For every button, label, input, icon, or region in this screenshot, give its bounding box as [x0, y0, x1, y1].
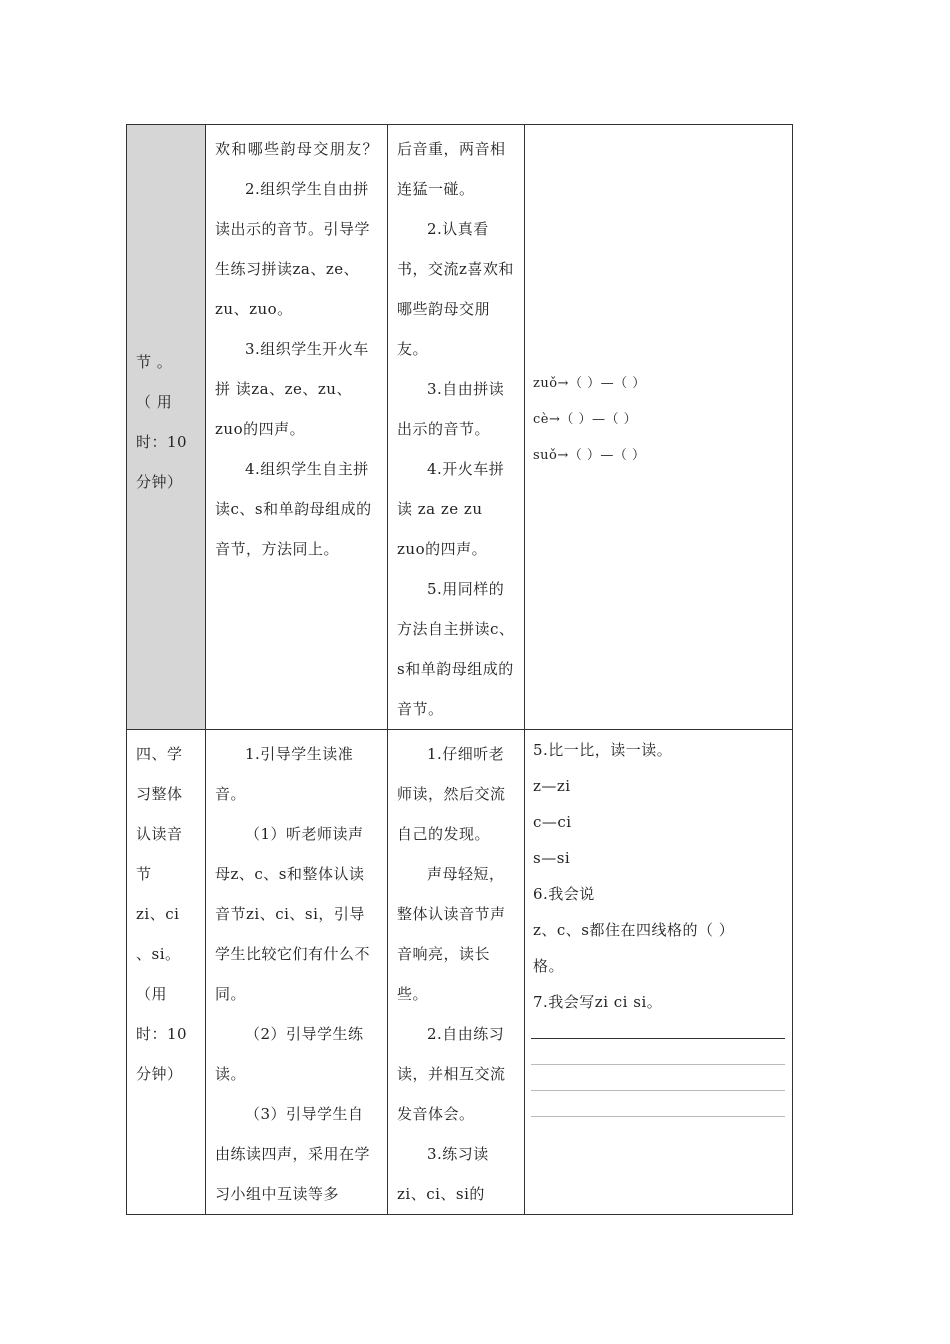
- exercise-line: z—zi: [533, 777, 571, 795]
- section-cell: [127, 730, 206, 1215]
- lesson-plan-table: [126, 124, 793, 1215]
- paragraph: 3.练习读zi、ci、si的: [397, 1145, 489, 1203]
- section-label: 节 。 （ 用 时：10 分钟）: [136, 353, 188, 491]
- table-row: [127, 730, 793, 1215]
- paragraph: 1.引导学生读准音。: [215, 745, 354, 803]
- paragraph: 1.仔细听老师读，然后交流自己的发现。: [397, 745, 506, 843]
- paragraph: 4.开火车拼读 za ze zu zuo的四声。: [397, 460, 505, 558]
- four-line-grid: [531, 1024, 785, 1117]
- paragraph: 2.自由练习读，并相互交流发音体会。: [397, 1025, 506, 1123]
- exercise-cell: [525, 730, 793, 1215]
- paragraph: （1）听老师读声母z、c、s和整体认读音节zi、ci、si，引导学生比较它们有什么不同。: [215, 825, 371, 1003]
- grid-line: [531, 1065, 785, 1091]
- paragraph: 后音重，两音相连猛一碰。: [397, 140, 506, 198]
- exercise-line: zuǒ→（ ）—（ ）: [533, 376, 646, 391]
- exercise-line: s—si: [533, 849, 571, 867]
- section-label: 四、学 习整体 认读音 节 zi、ci 、si。 （用 时：10 分钟）: [136, 745, 188, 1083]
- exercise-list: [525, 730, 792, 1020]
- table-row: [127, 125, 793, 730]
- student-activity: [388, 730, 524, 1214]
- teacher-activity: [206, 125, 387, 569]
- exercise-list: [525, 362, 792, 474]
- paragraph: 2.组织学生自由拼读出示的音节。引导学生练习拼读za、ze、zu、zuo。: [215, 180, 371, 318]
- paragraph: 3.自由拼读出示的音节。: [397, 380, 505, 438]
- paragraph: 3.组织学生开火车 拼 读za、ze、zu、zuo的四声。: [215, 340, 369, 438]
- exercise-line: c—ci: [533, 813, 572, 831]
- paragraph: （3）引导学生自由练读四声，采用在学习小组中互读等多: [215, 1105, 371, 1203]
- teacher-activity-cell: [206, 125, 388, 730]
- paragraph: 5.用同样的方法自主拼读c、s和单韵母组成的音节。: [397, 580, 515, 718]
- exercise-line: cè→（ ）—（ ）: [533, 412, 638, 427]
- exercise-line: suǒ→（ ）—（ ）: [533, 448, 646, 463]
- student-activity-cell: [388, 730, 525, 1215]
- exercise-cell: [525, 125, 793, 730]
- grid-line: [531, 1091, 785, 1117]
- teacher-activity-cell: [206, 730, 388, 1215]
- paragraph: （2）引导学生练读。: [215, 1025, 364, 1083]
- teacher-activity: [206, 730, 387, 1214]
- paragraph: 欢和哪些韵母交朋友？: [215, 140, 378, 158]
- exercise-line: 7.我会写zi ci si。: [533, 993, 663, 1011]
- paragraph: 声母轻短，整体认读音节声音响亮，读长些。: [397, 865, 506, 1003]
- grid-line: [531, 1039, 785, 1065]
- student-activity-cell: [388, 125, 525, 730]
- paragraph: 2.认真看书，交流z喜欢和哪些韵母交朋友。: [397, 220, 514, 358]
- exercise-line: z、c、s都住在四线格的（ ）: [533, 921, 735, 939]
- grid-line: [531, 1024, 785, 1039]
- exercise-line: 5.比一比，读一读。: [533, 741, 673, 759]
- exercise-line: 6.我会说: [533, 885, 595, 903]
- paragraph: 4.组织学生自主拼读c、s和单韵母组成的音节，方法同上。: [215, 460, 372, 558]
- section-cell: [127, 125, 206, 730]
- student-activity: [388, 125, 524, 729]
- exercise-line: 格。: [533, 957, 565, 975]
